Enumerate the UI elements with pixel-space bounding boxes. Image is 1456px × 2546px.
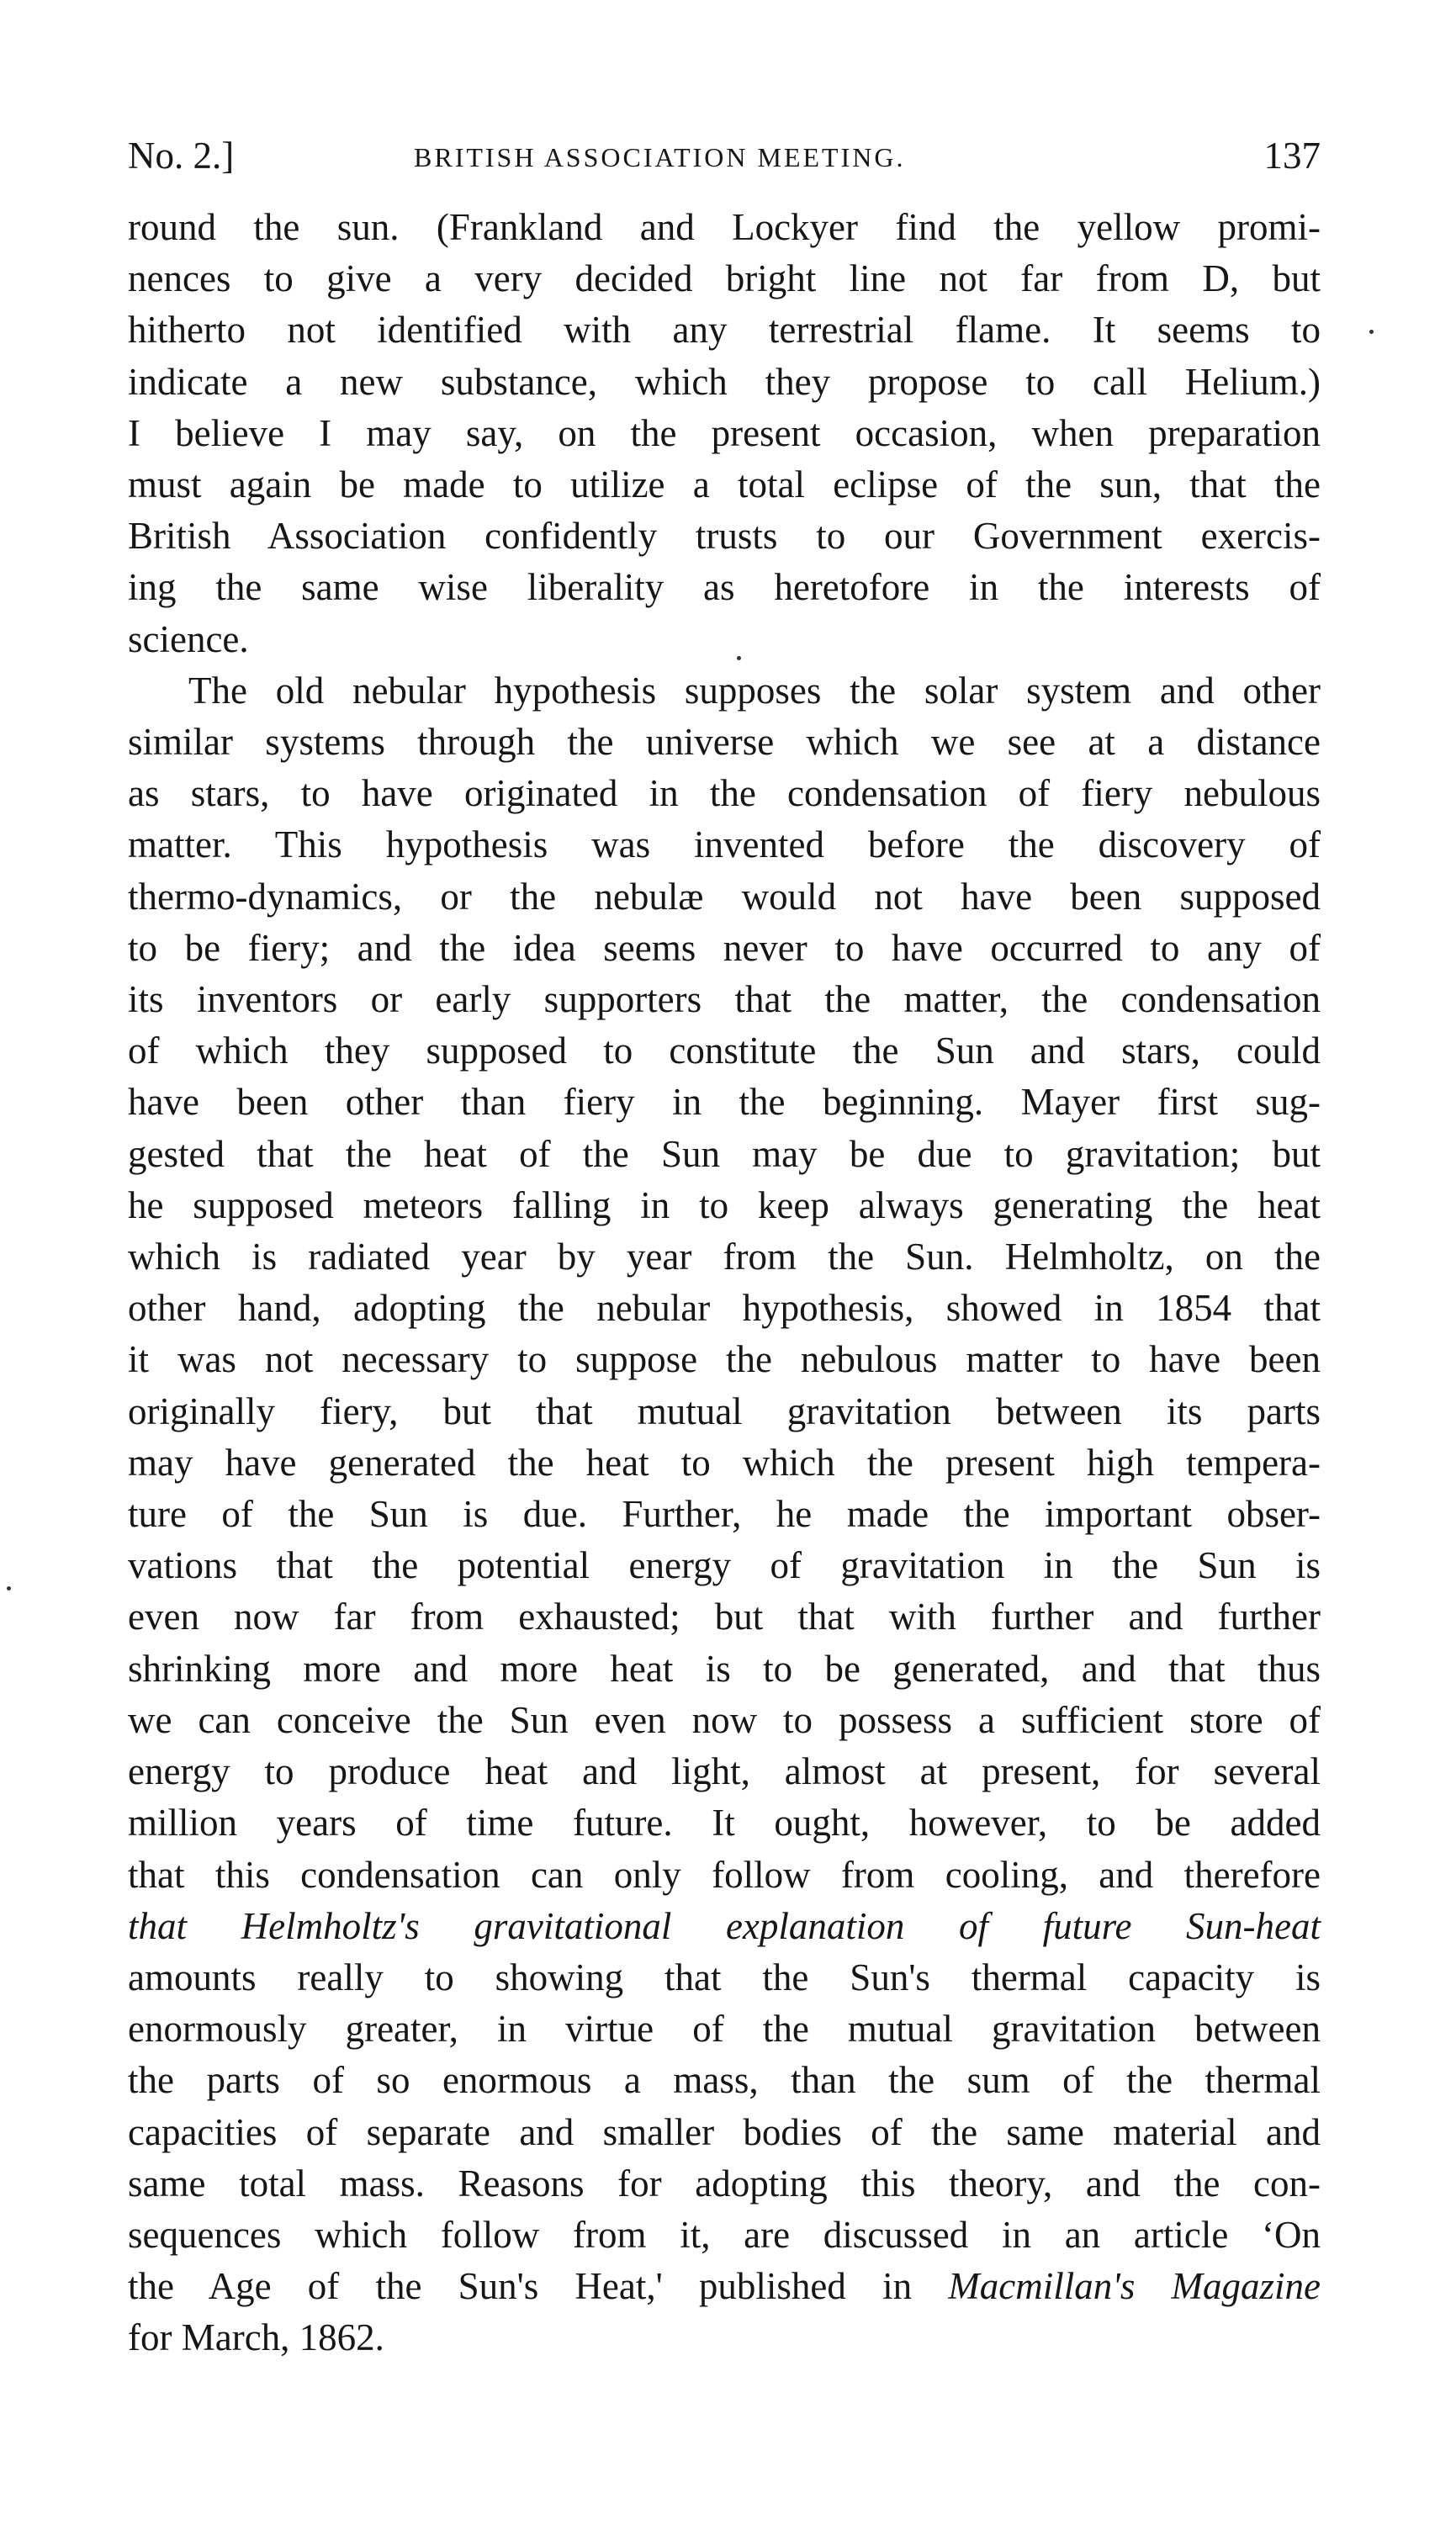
text-line: to be fiery; and the idea seems never to have occurred to any of [128,926,1321,969]
text-line: ing the same wise liberality as heretofore in the interests of [128,566,1321,609]
running-title: BRITISH ASSOCIATION MEETING. [414,142,906,172]
text-line: which is radiated year by year from the Sun. Helmholtz, on the [128,1236,1321,1278]
text-line: million years of time future. It ought, however, to be added [128,1802,1321,1845]
text-line: we can conceive the Sun even now to possess a sufficient store of [128,1698,1321,1741]
text-line: shrinking more and more heat is to be generated, and that thus [128,1647,1321,1690]
document-page [128,126,1321,2364]
print-speck [1369,330,1374,334]
issue-number: No. 2.] [128,135,235,177]
text-line: similar systems through the universe which we see at a distance [128,721,1321,764]
text-line: matter. This hypothesis was invented before the discovery of [128,823,1321,866]
text-line: science. [128,617,249,660]
text-line: may have generated the heat to which the present high tempera- [128,1441,1321,1484]
citation-prefix: the Age of the Sun's Heat,' published in [128,2265,949,2308]
text-line: British Association confidently trusts to our Government exercis- [128,515,1321,558]
paragraph-2 [128,665,1321,2364]
magazine-title: Macmillan's Magazine [948,2265,1321,2308]
text-line: gested that the heat of the Sun may be due to gravitation; but [128,1132,1321,1175]
text-line: other hand, adopting the nebular hypothesis, showed in 1854 that [128,1287,1321,1330]
text-line: the parts of so enormous a mass, than the sum of the thermal [128,2059,1321,2102]
text-line: I believe I may say, on the present occasion, when preparation [128,411,1321,454]
text-line: sequences which follow from it, are discussed in an article ‘On [128,2213,1321,2256]
running-head [128,126,1321,185]
text-line: of which they supposed to constitute the Sun and stars, could [128,1030,1321,1072]
text-line: round the sun. (Frankland and Lockyer find the yellow promi- [128,206,1321,248]
text-line: ture of the Sun is due. Further, he made the important obser- [128,1493,1321,1536]
text-line: indicate a new substance, which they propose to call Helium.) [128,360,1321,403]
italic-text-line: that Helmholtz's gravitational explanation of future Sun-heat [128,1904,1321,1947]
text-line: enormously greater, in virtue of the mutual gravitation between [128,2008,1321,2051]
text-line: energy to produce heat and light, almost at present, for several [128,1750,1321,1793]
text-line: The old nebular hypothesis supposes the solar system and other [188,669,1321,712]
text-line: even now far from exhausted; but that with further and further [128,1596,1321,1638]
text-line: capacities of separate and smaller bodies of the same material and [128,2110,1321,2153]
text-line: hitherto not identified with any terrestrial flame. It seems to [128,309,1321,352]
print-speck [737,656,741,660]
text-line: vations that the potential energy of gravitation in the Sun is [128,1544,1321,1587]
body-text [128,202,1321,2364]
text-line-with-citation [128,2261,1321,2312]
text-line: he supposed meteors falling in to keep always generating the heat [128,1183,1321,1226]
paragraph-1 [128,202,1321,665]
text-line: that this condensation can only follow from cooling, and therefore [128,1853,1321,1896]
text-line: nences to give a very decided bright line not far from D, but [128,257,1321,300]
text-line: thermo-dynamics, or the nebulæ would not have been supposed [128,875,1321,918]
text-line: originally fiery, but that mutual gravitation between its parts [128,1389,1321,1432]
text-line: must again be made to utilize a total eclipse of the sun, that the [128,463,1321,506]
page-number: 137 [1263,135,1321,177]
text-line: as stars, to have originated in the condensation of fiery nebulous [128,772,1321,815]
text-line: it was not necessary to suppose the nebulous matter to have been [128,1338,1321,1381]
text-line: amounts really to showing that the Sun's thermal capacity is [128,1956,1321,1998]
text-line: for March, 1862. [128,2316,384,2359]
print-speck [7,1586,11,1591]
text-line: same total mass. Reasons for adopting this theory, and the con- [128,2162,1321,2205]
text-line: have been other than fiery in the beginning. Mayer first sug- [128,1081,1321,1124]
text-line: its inventors or early supporters that the matter, the condensation [128,978,1321,1021]
